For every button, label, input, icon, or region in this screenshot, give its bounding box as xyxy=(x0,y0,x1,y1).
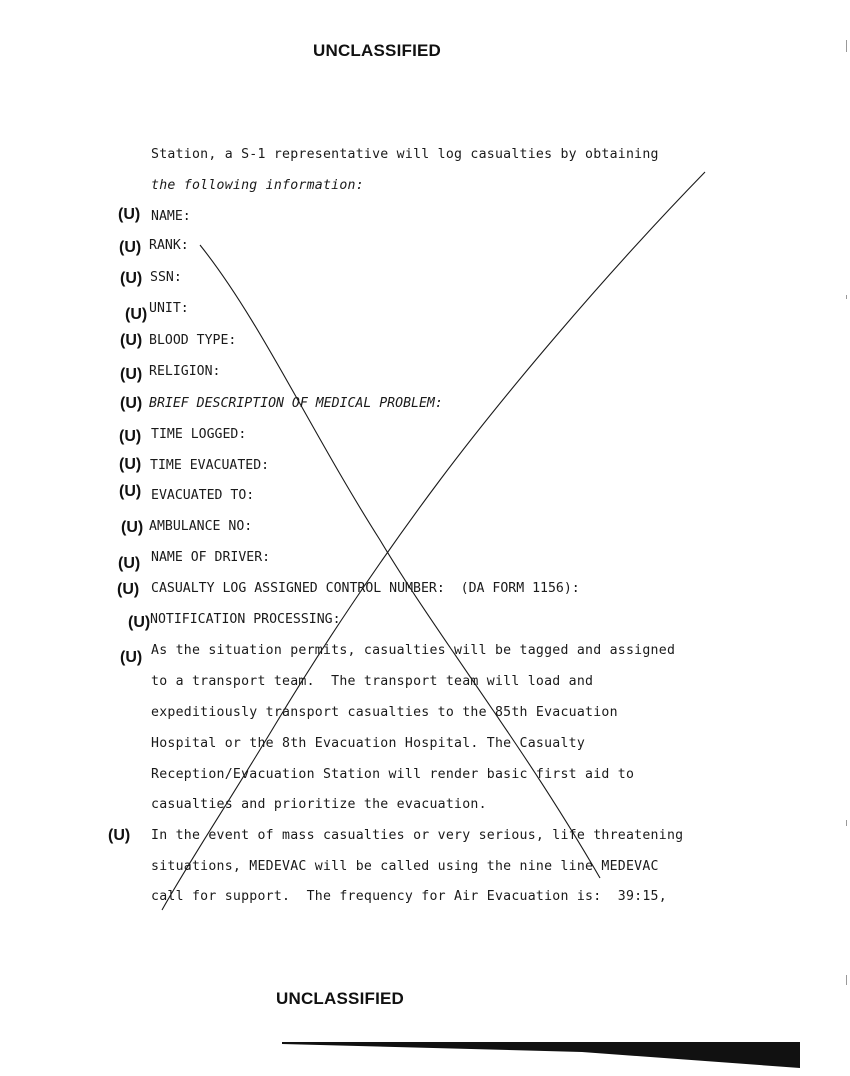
field-medical-problem: BRIEF DESCRIPTION OF MEDICAL PROBLEM: xyxy=(149,396,443,411)
paragraph-2-marker: (U) xyxy=(108,827,131,844)
field-notification: NOTIFICATION PROCESSING: xyxy=(150,612,341,627)
field-marker-name: (U) xyxy=(118,206,141,223)
field-marker-evacuated-to: (U) xyxy=(119,483,142,500)
field-ambulance-no: AMBULANCE NO: xyxy=(149,519,253,534)
field-marker-medical-problem: (U) xyxy=(120,395,143,412)
paragraph-1-marker: (U) xyxy=(120,649,143,666)
scan-edge-mark xyxy=(846,975,847,985)
paragraph-1-line-1: As the situation permits, casualties will be tagged and assigned xyxy=(151,643,676,658)
field-marker-unit: (U) xyxy=(125,306,148,323)
field-rank: RANK: xyxy=(149,238,189,253)
field-marker-control-number: (U) xyxy=(117,581,140,598)
field-marker-rank: (U) xyxy=(119,239,142,256)
scan-edge-mark xyxy=(846,295,847,299)
scan-edge-mark xyxy=(846,820,847,826)
intro-line-2: the following information: xyxy=(151,178,364,193)
bottom-classification-banner: UNCLASSIFIED xyxy=(276,989,405,1008)
field-marker-notification: (U) xyxy=(128,614,151,631)
field-marker-blood-type: (U) xyxy=(120,332,143,349)
scan-artifact-bar xyxy=(282,1040,800,1070)
field-blood-type: BLOOD TYPE: xyxy=(149,333,237,348)
paragraph-1-line-5: Reception/Evacuation Station will render basic first aid to xyxy=(151,767,635,782)
field-evacuated-to: EVACUATED TO: xyxy=(151,488,255,503)
paragraph-1-line-6: casualties and prioritize the evacuation. xyxy=(151,797,487,812)
field-driver: NAME OF DRIVER: xyxy=(151,550,271,565)
field-marker-religion: (U) xyxy=(120,366,143,383)
paragraph-2-line-2: situations, MEDEVAC will be called using the nine line MEDEVAC xyxy=(151,859,659,874)
field-marker-ambulance-no: (U) xyxy=(121,519,144,536)
paragraph-1-line-3: expeditiously transport casualties to the 85th Evacuation xyxy=(151,705,618,720)
paragraph-1-line-2: to a transport team. The transport team will load and xyxy=(151,674,594,689)
paragraph-2-line-1: In the event of mass casualties or very serious, life threatening xyxy=(151,828,684,843)
field-name: NAME: xyxy=(151,209,191,224)
paragraph-2-line-3: call for support. The frequency for Air Evacuation is: 39:15, xyxy=(151,889,667,904)
field-marker-time-evacuated: (U) xyxy=(119,456,142,473)
field-religion: RELIGION: xyxy=(149,364,221,379)
paragraph-1-line-4: Hospital or the 8th Evacuation Hospital. The Casualty xyxy=(151,736,586,751)
field-control-number: CASUALTY LOG ASSIGNED CONTROL NUMBER: (DA FORM 1156): xyxy=(151,581,580,596)
field-time-evacuated: TIME EVACUATED: xyxy=(150,458,270,473)
field-marker-time-logged: (U) xyxy=(119,428,142,445)
field-time-logged: TIME LOGGED: xyxy=(151,427,247,442)
field-marker-driver: (U) xyxy=(118,555,141,572)
intro-line-1: Station, a S-1 representative will log casualties by obtaining xyxy=(151,147,659,162)
field-ssn: SSN: xyxy=(150,270,182,285)
field-unit: UNIT: xyxy=(149,301,189,316)
scan-artifact-faint-line xyxy=(375,1068,815,1076)
field-marker-ssn: (U) xyxy=(120,270,143,287)
scan-edge-mark xyxy=(846,40,847,52)
top-classification-banner: UNCLASSIFIED xyxy=(313,41,442,60)
